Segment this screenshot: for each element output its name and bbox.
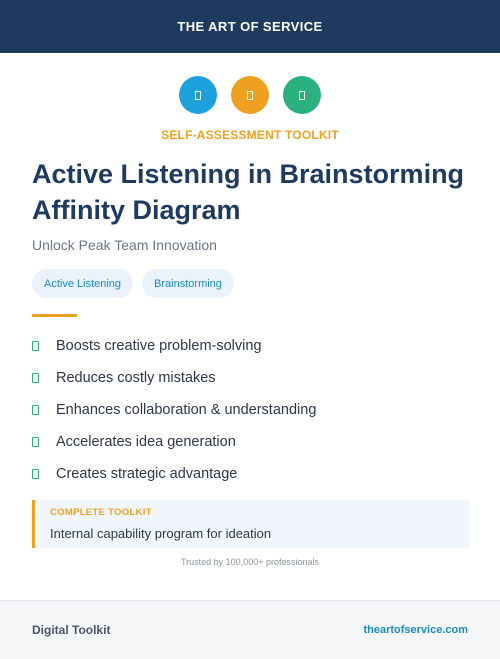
header-bar	[0, 0, 500, 53]
tag-label: Brainstorming	[154, 277, 222, 290]
accent-divider	[32, 314, 77, 317]
list-item	[32, 458, 472, 490]
tag-list	[32, 269, 234, 298]
tag-brainstorming	[142, 269, 234, 298]
check-icon	[32, 341, 39, 351]
benefit-text: Boosts creative problem-solving	[56, 338, 262, 354]
check-icon	[32, 437, 39, 447]
list-item	[32, 362, 472, 394]
page-title: Active Listening in Brainstorming Affinity Diagram	[32, 159, 465, 225]
icon-badge-blue	[179, 76, 217, 114]
tag-label: Active Listening	[44, 277, 122, 290]
toolkit-callout	[32, 500, 469, 548]
document-icon	[299, 91, 305, 100]
callout-text: Internal capability program for ideation	[50, 526, 272, 541]
list-item	[32, 330, 472, 362]
check-icon	[32, 405, 39, 415]
page-subtitle: Unlock Peak Team Innovation	[32, 237, 217, 253]
icon-row	[0, 76, 500, 114]
footer-label: Digital Toolkit	[32, 623, 111, 637]
document-icon	[195, 91, 201, 100]
footer-bar	[0, 600, 500, 659]
trust-note: Trusted by 100,000+ professionals	[180, 557, 319, 567]
callout-label: COMPLETE TOOLKIT	[50, 507, 152, 518]
tag-active-listening	[32, 269, 133, 298]
icon-badge-green	[283, 76, 321, 114]
document-icon	[247, 91, 253, 100]
benefit-text: Accelerates idea generation	[56, 434, 236, 450]
check-icon	[32, 373, 39, 383]
benefit-text: Creates strategic advantage	[56, 466, 238, 482]
brand-title: THE ART OF SERVICE	[177, 19, 323, 34]
check-icon	[32, 469, 39, 479]
benefit-text: Enhances collaboration & understanding	[56, 402, 317, 418]
benefit-text: Reduces costly mistakes	[56, 370, 216, 386]
icon-badge-orange	[231, 76, 269, 114]
list-item	[32, 426, 472, 458]
list-item	[32, 394, 472, 426]
toolkit-kicker: SELF-ASSESSMENT TOOLKIT	[161, 128, 339, 142]
benefit-list	[32, 330, 472, 490]
website-link[interactable]: theartofservice.com	[363, 624, 468, 636]
